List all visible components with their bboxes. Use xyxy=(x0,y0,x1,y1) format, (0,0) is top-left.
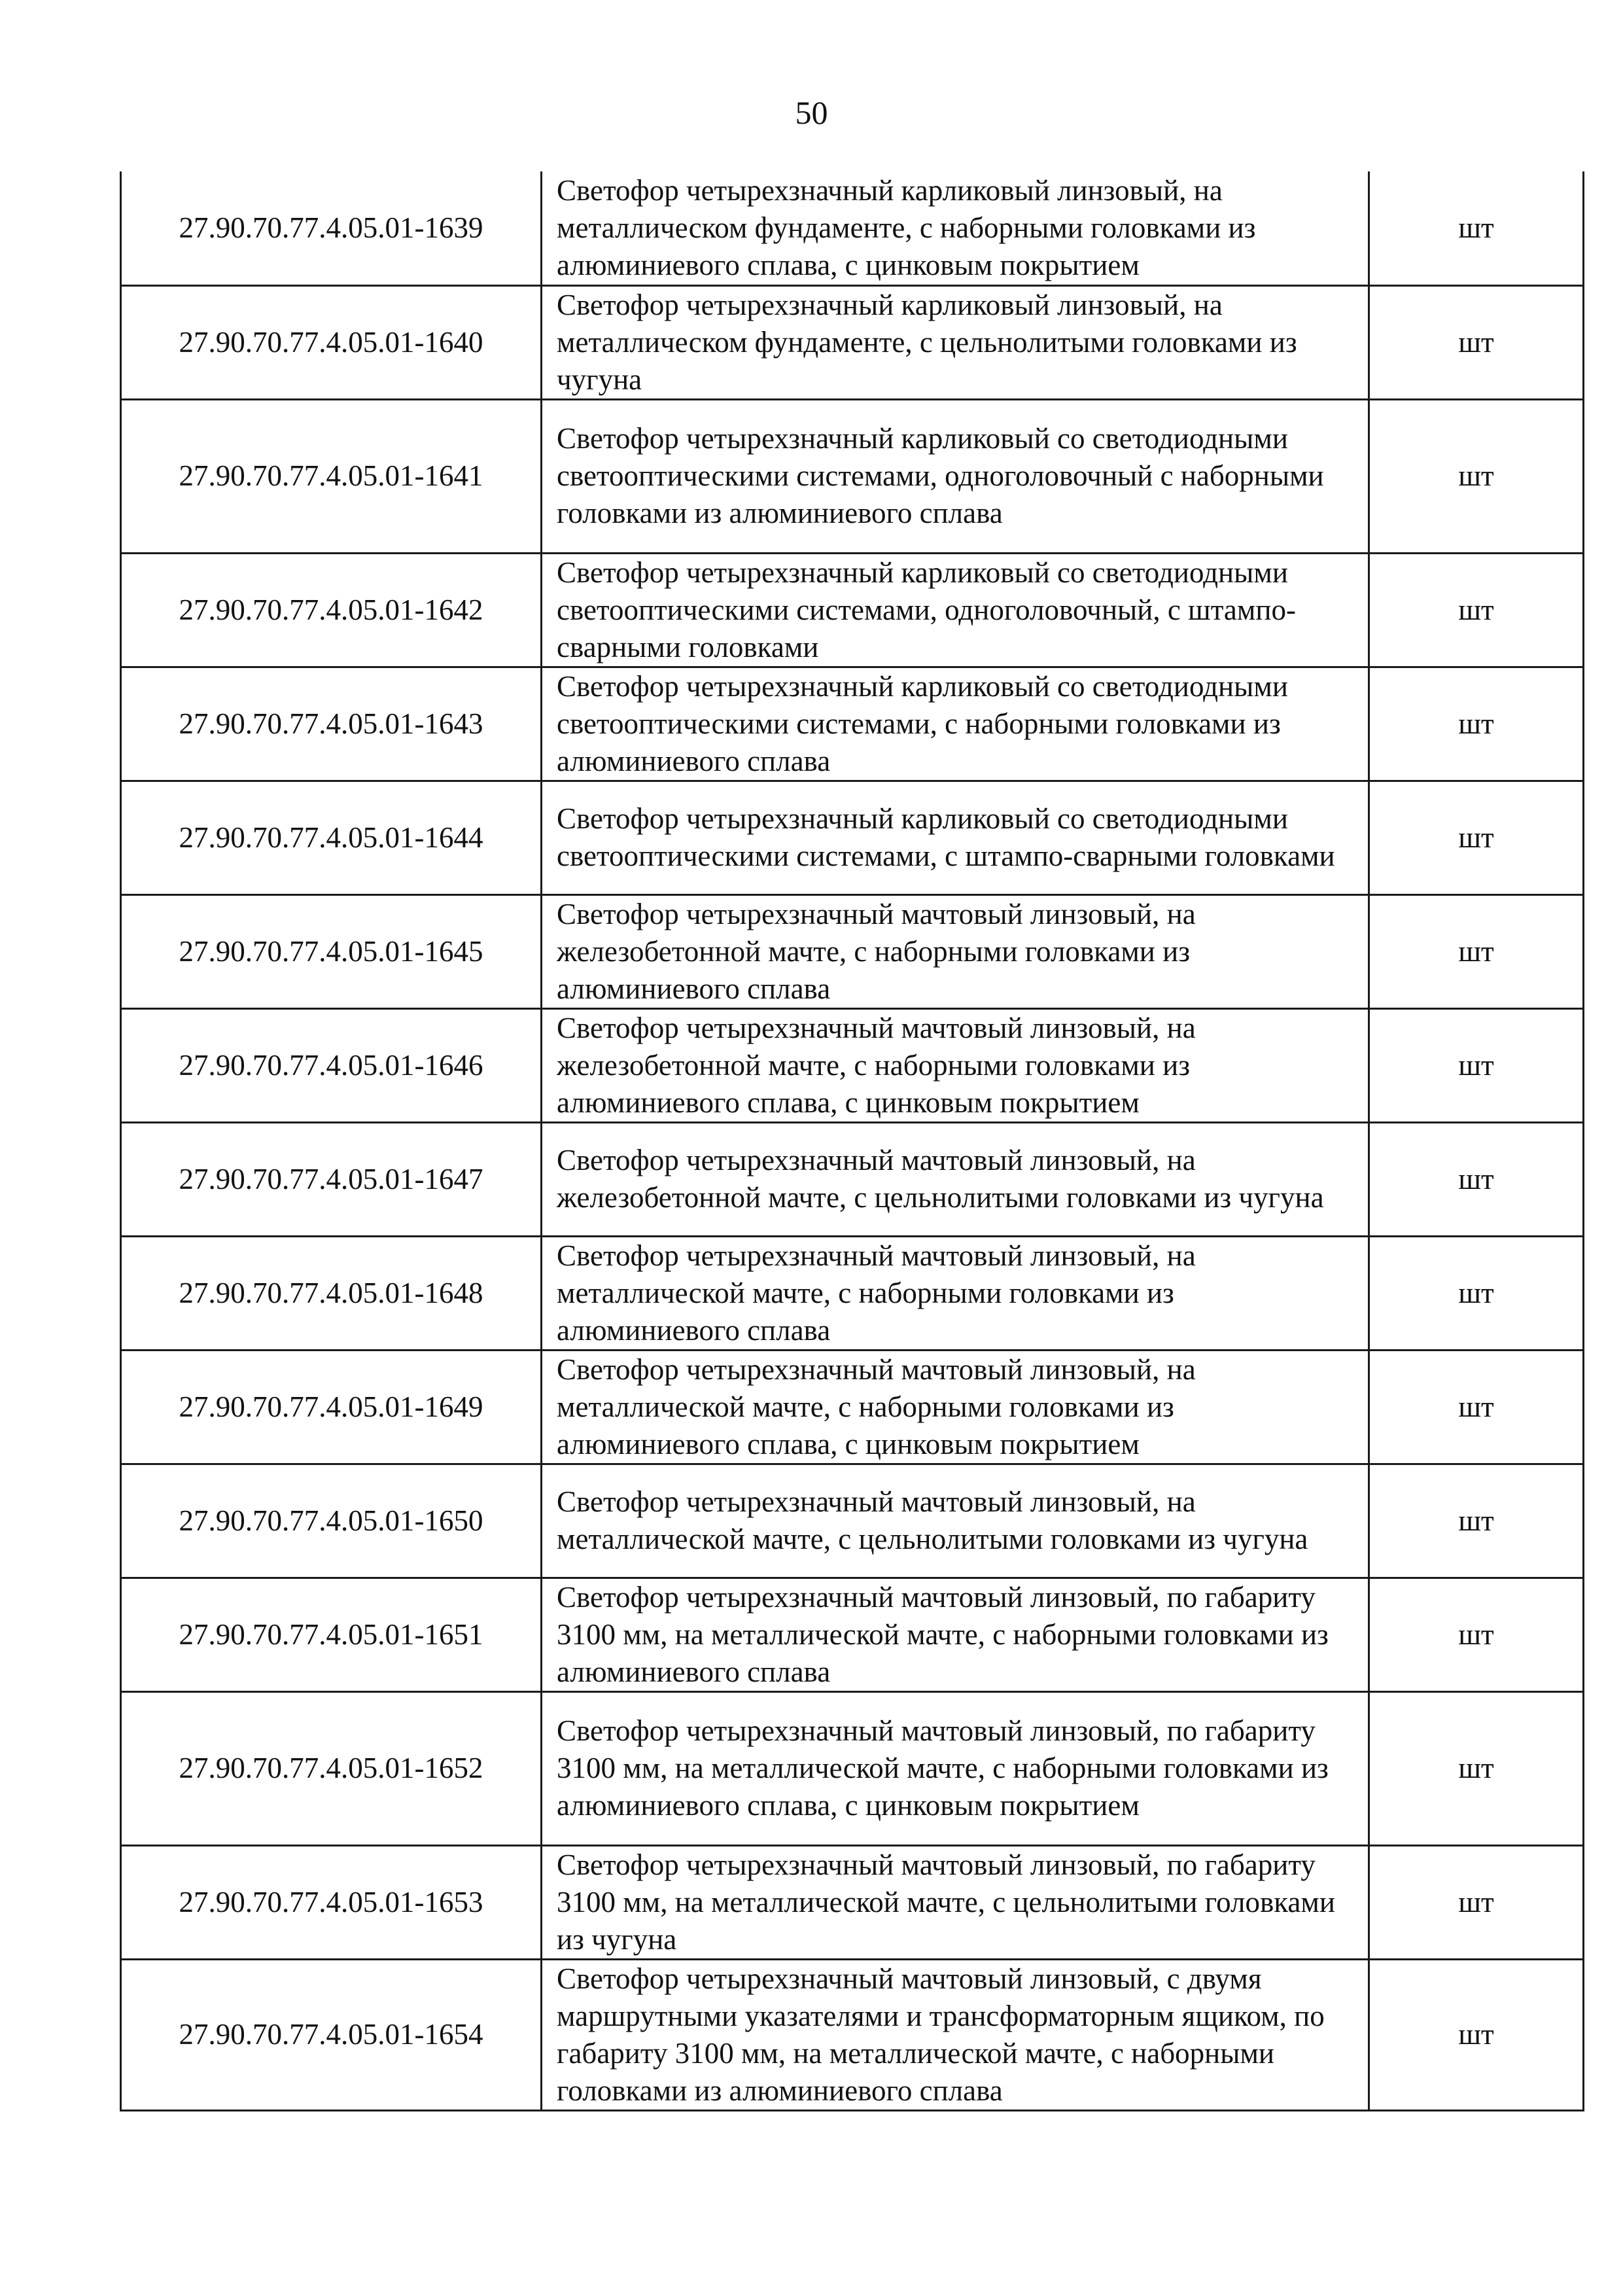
resource-unit: шт xyxy=(1369,781,1584,894)
page-number: 50 xyxy=(795,94,828,131)
resource-code: 27.90.70.77.4.05.01-1639 xyxy=(121,171,542,285)
resource-unit: шт xyxy=(1369,1464,1584,1578)
resource-description: Светофор четырехзначный мачтовый линзовый, на железобетонной мачте, с цельнолитыми головками из чугуна xyxy=(542,1122,1369,1236)
resource-unit: шт xyxy=(1369,1578,1584,1691)
resource-description: Светофор четырехзначный мачтовый линзовый, на металлической мачте, с наборными головками из алюминиевого сплава, с цинковым покрытием xyxy=(542,1350,1369,1464)
table-row xyxy=(121,894,1584,1008)
resource-unit: шт xyxy=(1369,285,1584,399)
resource-unit: шт xyxy=(1369,1008,1584,1122)
resource-code: 27.90.70.77.4.05.01-1650 xyxy=(121,1464,542,1578)
resource-code: 27.90.70.77.4.05.01-1644 xyxy=(121,781,542,894)
table-row xyxy=(121,1578,1584,1691)
table-row xyxy=(121,1845,1584,1959)
table-row xyxy=(121,399,1584,553)
resource-code: 27.90.70.77.4.05.01-1652 xyxy=(121,1691,542,1845)
resource-description: Светофор четырехзначный мачтовый линзовый, по габариту 3100 мм, на металлической мачте, с наборными головками из алюминиевого сплава xyxy=(542,1578,1369,1691)
resource-description: Светофор четырехзначный карликовый со светодиодными светооптическими системами, с наборными головками из алюминиевого сплава xyxy=(542,667,1369,781)
resource-unit: шт xyxy=(1369,553,1584,667)
resource-unit: шт xyxy=(1369,894,1584,1008)
resource-description: Светофор четырехзначный мачтовый линзовый, по габариту 3100 мм, на металлической мачте, с цельнолитыми головками из чугуна xyxy=(542,1845,1369,1959)
resource-description: Светофор четырехзначный карликовый со светодиодными светооптическими системами, одноголовочный, с штампо-сварными головками xyxy=(542,553,1369,667)
table-row xyxy=(121,285,1584,399)
resource-description: Светофор четырехзначный мачтовый линзовый, по габариту 3100 мм, на металлической мачте, с наборными головками из алюминиевого сплава, с цинковым покрытием xyxy=(542,1691,1369,1845)
resource-unit: шт xyxy=(1369,1350,1584,1464)
table-row xyxy=(121,1122,1584,1236)
resource-unit: шт xyxy=(1369,1122,1584,1236)
resource-unit: шт xyxy=(1369,1691,1584,1845)
resource-description: Светофор четырехзначный мачтовый линзовый, с двумя маршрутными указателями и трансформаторным ящиком, по габариту 3100 мм, на металлической мачте, с наборными головками из алюминиевого сплава xyxy=(542,1959,1369,2110)
resource-description: Светофор четырехзначный карликовый линзовый, на металлическом фундаменте, с наборными головками из алюминиевого сплава, с цинковым покрытием xyxy=(542,171,1369,285)
resource-code: 27.90.70.77.4.05.01-1647 xyxy=(121,1122,542,1236)
resource-description: Светофор четырехзначный карликовый со светодиодными светооптическими системами, одноголовочный с наборными головками из алюминиевого сплава xyxy=(542,399,1369,553)
resource-description: Светофор четырехзначный мачтовый линзовый, на железобетонной мачте, с наборными головками из алюминиевого сплава, с цинковым покрытием xyxy=(542,1008,1369,1122)
resource-code: 27.90.70.77.4.05.01-1641 xyxy=(121,399,542,553)
resource-description: Светофор четырехзначный карликовый со светодиодными светооптическими системами, с штампо-сварными головками xyxy=(542,781,1369,894)
resource-code: 27.90.70.77.4.05.01-1642 xyxy=(121,553,542,667)
resource-description: Светофор четырехзначный мачтовый линзовый, на металлической мачте, с наборными головками из алюминиевого сплава xyxy=(542,1236,1369,1350)
resource-code: 27.90.70.77.4.05.01-1653 xyxy=(121,1845,542,1959)
resource-code: 27.90.70.77.4.05.01-1645 xyxy=(121,894,542,1008)
resource-unit: шт xyxy=(1369,1845,1584,1959)
resource-code: 27.90.70.77.4.05.01-1654 xyxy=(121,1959,542,2110)
resource-code: 27.90.70.77.4.05.01-1649 xyxy=(121,1350,542,1464)
resource-description: Светофор четырехзначный карликовый линзовый, на металлическом фундаменте, с цельнолитыми головками из чугуна xyxy=(542,285,1369,399)
table-row xyxy=(121,1959,1584,2110)
resource-code: 27.90.70.77.4.05.01-1640 xyxy=(121,285,542,399)
table-row xyxy=(121,1236,1584,1350)
resource-code: 27.90.70.77.4.05.01-1643 xyxy=(121,667,542,781)
table-row xyxy=(121,667,1584,781)
resource-code: 27.90.70.77.4.05.01-1646 xyxy=(121,1008,542,1122)
resource-unit: шт xyxy=(1369,171,1584,285)
resource-code: 27.90.70.77.4.05.01-1648 xyxy=(121,1236,542,1350)
resource-table xyxy=(120,171,1584,2111)
table-row xyxy=(121,553,1584,667)
table-row xyxy=(121,1691,1584,1845)
resource-unit: шт xyxy=(1369,667,1584,781)
table-row xyxy=(121,1464,1584,1578)
resource-unit: шт xyxy=(1369,399,1584,553)
table-row xyxy=(121,1350,1584,1464)
resource-code: 27.90.70.77.4.05.01-1651 xyxy=(121,1578,542,1691)
resource-description: Светофор четырехзначный мачтовый линзовый, на металлической мачте, с цельнолитыми головками из чугуна xyxy=(542,1464,1369,1578)
resource-description: Светофор четырехзначный мачтовый линзовый, на железобетонной мачте, с наборными головками из алюминиевого сплава xyxy=(542,894,1369,1008)
resource-unit: шт xyxy=(1369,1959,1584,2110)
resource-unit: шт xyxy=(1369,1236,1584,1350)
table-row xyxy=(121,171,1584,285)
table-row xyxy=(121,781,1584,894)
table-row xyxy=(121,1008,1584,1122)
